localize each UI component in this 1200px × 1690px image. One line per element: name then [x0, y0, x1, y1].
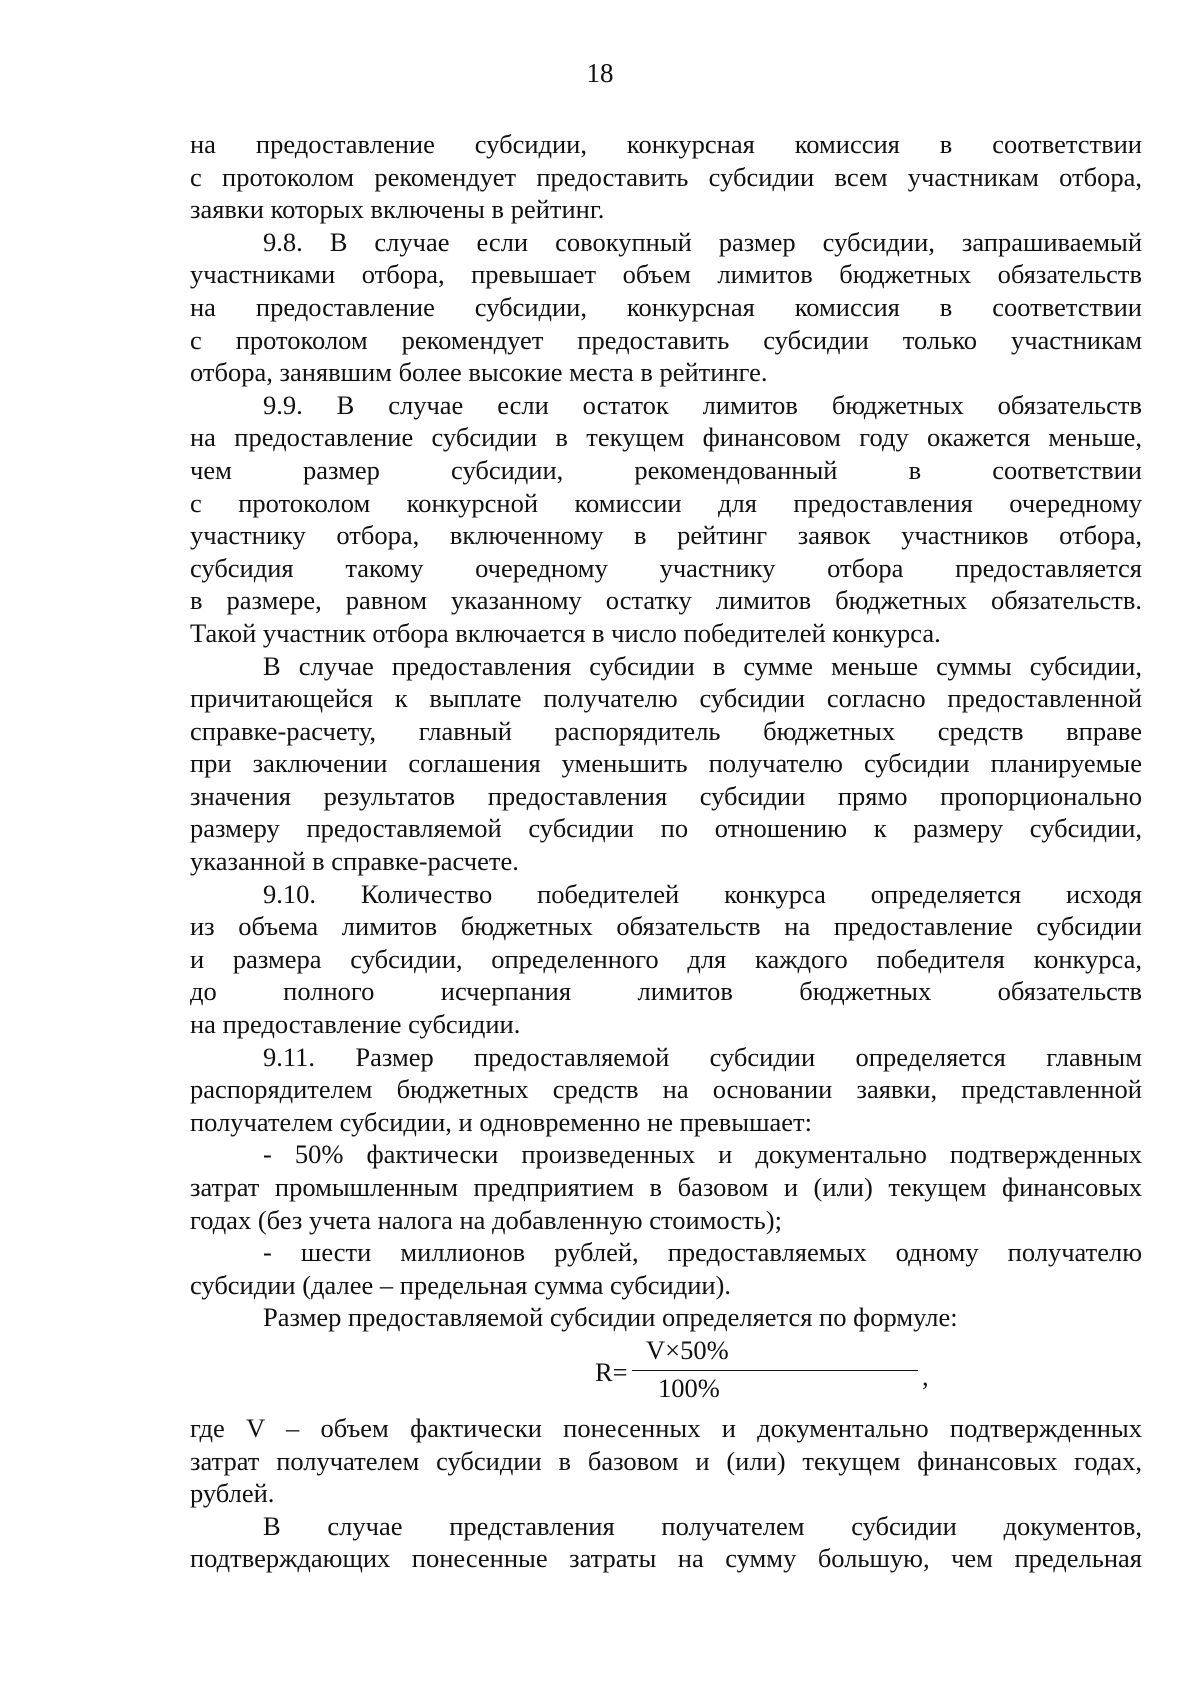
- text-line: рублей.: [190, 1478, 275, 1509]
- text-line: подтверждающих понесенные затраты на сумму большую, чем предельная: [190, 1543, 1142, 1574]
- text-line: с протоколом рекомендует предоставить субсидии только участникам: [190, 324, 1142, 355]
- text-line: субсидия такому очередному участнику отбора предоставляется: [190, 552, 1142, 583]
- formula-numerator: V×50%: [646, 1334, 729, 1365]
- text-line: на предоставление субсидии.: [190, 1009, 521, 1040]
- text-line: справке-расчету, главный распорядитель бюджетных средств вправе: [190, 715, 1142, 746]
- text-line: размеру предоставляемой субсидии по отношению к размеру субсидии,: [190, 813, 1142, 844]
- text-line: В случае предоставления субсидии в сумме меньше суммы субсидии,: [263, 650, 1142, 681]
- text-line: до полного исчерпания лимитов бюджетных обязательств: [190, 976, 1142, 1007]
- text-line: чем размер субсидии, рекомендованный в соответствии: [190, 454, 1142, 485]
- text-line: на предоставление субсидии, конкурсная комиссия в соответствии: [190, 291, 1142, 322]
- text-line: затрат получателем субсидии в базовом и (или) текущем финансовых годах,: [190, 1445, 1142, 1476]
- text-line: 9.10. Количество победителей конкурса определяется исходя: [263, 878, 1142, 909]
- text-line: причитающейся к выплате получателю субсидии согласно предоставленной: [190, 683, 1142, 714]
- text-line: 9.11. Размер предоставляемой субсидии определяется главным: [263, 1041, 1142, 1072]
- text-line: участниками отбора, превышает объем лимитов бюджетных обязательств: [190, 259, 1142, 290]
- text-line: 9.9. В случае если остаток лимитов бюджетных обязательств: [263, 389, 1142, 420]
- formula-lhs: R=: [595, 1356, 628, 1387]
- text-line: в размере, равном указанному остатку лимитов бюджетных обязательств.: [190, 585, 1142, 616]
- text-line: годах (без учета налога на добавленную стоимость);: [190, 1204, 782, 1235]
- text-line: и размера субсидии, определенного для каждого победителя конкурса,: [190, 943, 1142, 974]
- text-line: затрат промышленным предприятием в базовом и (или) текущем финансовых: [190, 1172, 1142, 1202]
- text-line: где V – объем фактически понесенных и документально подтвержденных: [190, 1412, 1142, 1443]
- text-line: - шести миллионов рублей, предоставляемых одному получателю: [263, 1237, 1142, 1268]
- text-line: на предоставление субсидии, конкурсная комиссия в соответствии: [190, 129, 1142, 159]
- text-line: из объема лимитов бюджетных обязательств на предоставление субсидии: [190, 911, 1142, 942]
- text-line: с протоколом конкурсной комиссии для предоставления очередному: [190, 487, 1142, 518]
- text-line: с протоколом рекомендует предоставить субсидии всем участникам отбора,: [190, 161, 1142, 192]
- text-line: - 50% фактически произведенных и документально подтвержденных: [263, 1139, 1142, 1170]
- text-line: 9.8. В случае если совокупный размер субсидии, запрашиваемый: [263, 226, 1142, 257]
- text-line: указанной в справке-расчете.: [190, 846, 519, 877]
- page-number: 18: [586, 58, 614, 88]
- text-line: В случае представления получателем субсидии документов,: [263, 1510, 1142, 1541]
- text-line: при заключении соглашения уменьшить получателю субсидии планируемые: [190, 748, 1142, 779]
- text-line: распорядителем бюджетных средств на основании заявки, представленной: [190, 1074, 1142, 1105]
- text-line: получателем субсидии, и одновременно не превышает:: [190, 1106, 812, 1137]
- document-body: [190, 128, 1142, 1575]
- text-line: отбора, занявшим более высокие места в рейтинге.: [190, 357, 768, 388]
- text-line: Размер предоставляемой субсидии определяется по формуле:: [263, 1302, 958, 1333]
- text-line: заявки которых включены в рейтинг.: [190, 194, 605, 225]
- formula-denominator: 100%: [658, 1372, 720, 1403]
- text-line: на предоставление субсидии в текущем финансовом году окажется меньше,: [190, 422, 1142, 453]
- formula: [190, 1334, 1142, 1412]
- text-line: Такой участник отбора включается в число победителей конкурса.: [190, 617, 941, 648]
- text-line: субсидии (далее – предельная сумма субсидии).: [190, 1269, 732, 1300]
- formula-trail: ,: [922, 1360, 929, 1391]
- text-line: участнику отбора, включенному в рейтинг заявок участников отбора,: [190, 520, 1142, 551]
- text-line: значения результатов предоставления субсидии прямо пропорционально: [190, 780, 1142, 811]
